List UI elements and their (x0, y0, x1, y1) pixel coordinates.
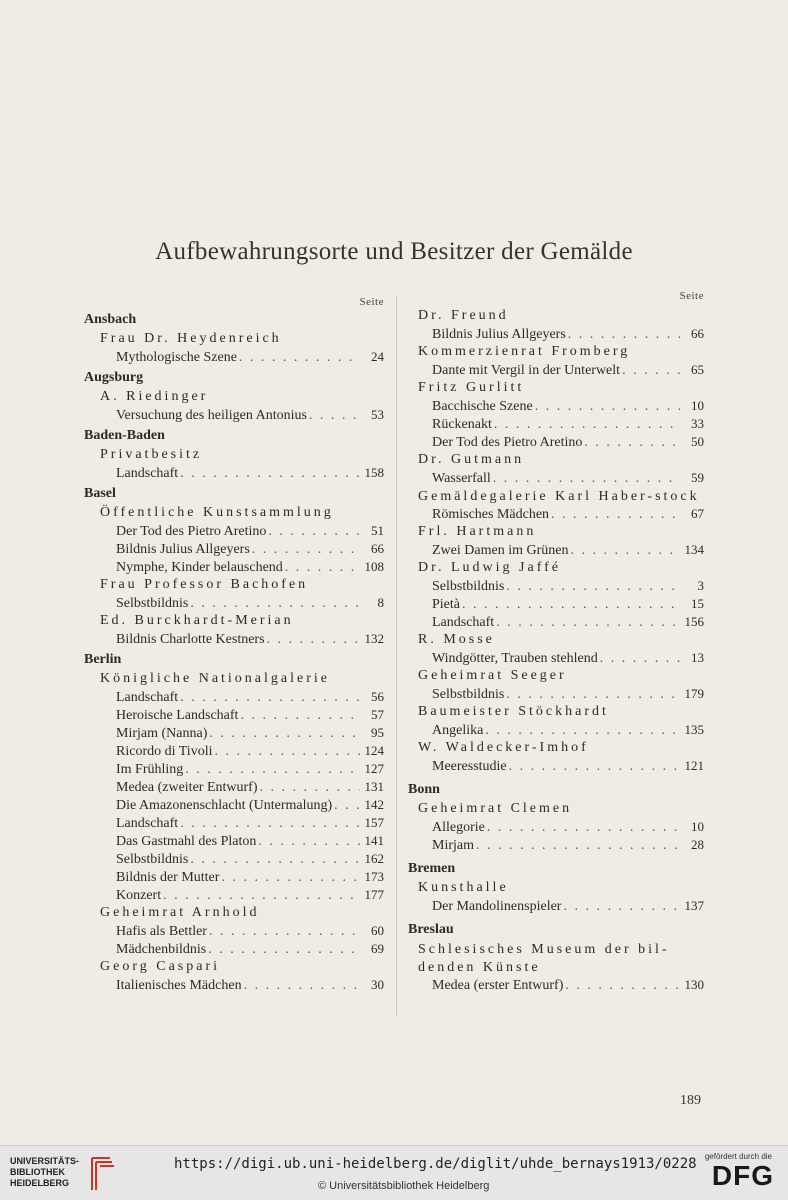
painting-title: Selbstbildnis (432, 579, 505, 594)
owner-name: Geheimrat Clemen (418, 801, 573, 816)
painting-title: Mythologische Szene (116, 350, 237, 365)
painting-entry (84, 923, 384, 941)
page-ref: 8 (377, 595, 384, 610)
painting-title: Mirjam (Nanna) (116, 726, 208, 741)
dot-leader (258, 834, 360, 850)
dot-leader (240, 708, 360, 724)
dot-leader (535, 399, 680, 415)
right-column (408, 290, 704, 995)
library-logo-icon (86, 1154, 116, 1194)
painting-title: Ricordo di Tivoli (116, 744, 213, 759)
page-ref: 10 (691, 398, 704, 413)
owner-name: Ed. Burckhardt-Merian (100, 613, 294, 628)
painting-title: Pietà (432, 597, 460, 612)
column-divider (396, 296, 397, 1016)
dot-leader (252, 542, 360, 558)
painting-entry (84, 595, 384, 613)
page-ref: 30 (371, 977, 384, 992)
page-ref: 141 (364, 833, 384, 848)
painting-title: Selbstbildnis (116, 852, 189, 867)
owner-name: Öffentliche Kunstsammlung (100, 505, 334, 520)
dot-leader (494, 417, 680, 433)
dot-leader (487, 820, 680, 836)
dot-leader (180, 690, 360, 706)
painting-title: Medea (erster Entwurf) (432, 978, 564, 993)
owner-name: Fritz Gurlitt (418, 380, 525, 395)
painting-entry (408, 578, 704, 596)
owner-name: A. Riedinger (100, 389, 209, 404)
funding-note: gefördert durch die (704, 1152, 772, 1161)
page-ref: 66 (371, 541, 384, 556)
dot-leader (190, 852, 360, 868)
page-ref: 108 (364, 559, 384, 574)
owner-name: R. Mosse (418, 632, 495, 647)
dot-leader (185, 762, 360, 778)
painting-title: Bildnis Julius Allgeyers (116, 542, 250, 557)
painting-entry (408, 898, 704, 916)
dot-leader (570, 543, 680, 559)
dot-leader (208, 942, 360, 958)
page-ref: 57 (371, 707, 384, 722)
owner-name: Frau Dr. Heydenreich (100, 331, 282, 346)
dot-leader (209, 924, 360, 940)
owner-name: Georg Caspari (100, 959, 220, 974)
painting-entry (408, 542, 704, 560)
dot-leader (462, 597, 680, 613)
painting-title: Römisches Mädchen (432, 507, 550, 522)
dot-leader (584, 435, 680, 451)
page-ref: 157 (364, 815, 384, 830)
painting-title: Mirjam (432, 838, 474, 853)
page-ref: 53 (371, 407, 384, 422)
page-ref: 135 (684, 722, 704, 737)
painting-entry (408, 686, 704, 704)
owner-name: Schlesisches Museum der bil-denden Künste (418, 942, 670, 975)
painting-title: Landschaft (116, 466, 179, 481)
dot-leader (496, 615, 680, 631)
painting-title: Nymphe, Kinder belauschend (116, 560, 283, 575)
city-heading: Basel (84, 486, 116, 501)
city-heading: Augsburg (84, 370, 144, 385)
painting-entry (84, 349, 384, 367)
page-ref: 156 (684, 614, 704, 629)
dot-leader (285, 560, 360, 576)
page-ref: 59 (691, 470, 704, 485)
painting-entry (408, 470, 704, 488)
city-heading: Breslau (408, 922, 454, 937)
painting-entry (408, 398, 704, 416)
painting-title: Bildnis Charlotte Kestners (116, 632, 265, 647)
page-ref: 24 (371, 349, 384, 364)
painting-entry (84, 407, 384, 425)
page-ref: 179 (684, 686, 704, 701)
source-url[interactable]: https://digi.ub.uni-heidelberg.de/diglit/uhde_bernays1913/0228 (174, 1156, 697, 1172)
painting-title: Der Tod des Pietro Aretino (116, 524, 267, 539)
page-ref: 50 (691, 434, 704, 449)
painting-entry (408, 819, 704, 837)
painting-entry (84, 725, 384, 743)
painting-entry (84, 465, 384, 483)
painting-entry (408, 362, 704, 380)
page-ref: 10 (691, 819, 704, 834)
page-ref: 69 (371, 941, 384, 956)
dot-leader (565, 978, 680, 994)
page-ref: 13 (691, 650, 704, 665)
seite-label-right: Seite (679, 290, 704, 302)
left-column (84, 296, 384, 995)
page-ref: 33 (691, 416, 704, 431)
painting-title: Hafis als Bettler (116, 924, 207, 939)
library-name: UNIVERSITÄTS- BIBLIOTHEK HEIDELBERG (10, 1156, 80, 1188)
dot-leader (509, 759, 680, 775)
painting-title: Im Frühling (116, 762, 184, 777)
painting-entry (408, 326, 704, 344)
dot-leader (214, 744, 360, 760)
page-ref: 162 (364, 851, 384, 866)
painting-entry (84, 707, 384, 725)
dfg-logo[interactable]: DFG (711, 1160, 774, 1191)
dot-leader (163, 888, 360, 904)
dot-leader (259, 780, 360, 796)
dot-leader (267, 632, 360, 648)
page-ref: 67 (691, 506, 704, 521)
dot-leader (334, 798, 360, 814)
painting-entry (84, 541, 384, 559)
page-ref: 130 (684, 977, 704, 992)
owner-name: Dr. Gutmann (418, 452, 525, 467)
city-heading: Bonn (408, 782, 440, 797)
painting-title: Italienisches Mädchen (116, 978, 242, 993)
owner-name: W. Waldecker-Imhof (418, 740, 589, 755)
painting-title: Bacchische Szene (432, 399, 533, 414)
page-ref: 95 (371, 725, 384, 740)
dot-leader (563, 899, 680, 915)
page-ref: 137 (684, 898, 704, 913)
page-ref: 60 (371, 923, 384, 938)
painting-title: Rückenakt (432, 417, 492, 432)
painting-entry (408, 977, 704, 995)
owner-name: Kommerzienrat Fromberg (418, 344, 631, 359)
page-ref: 124 (364, 743, 384, 758)
dot-leader (622, 363, 680, 379)
dot-leader (309, 408, 360, 424)
painting-entry (408, 650, 704, 668)
dot-leader (180, 816, 360, 832)
painting-entry (84, 941, 384, 959)
dot-leader (506, 687, 680, 703)
dot-leader (268, 524, 360, 540)
page-ref: 66 (691, 326, 704, 341)
painting-entry (84, 743, 384, 761)
owner-name: Dr. Ludwig Jaffé (418, 560, 561, 575)
owner-name: Königliche Nationalgalerie (100, 671, 330, 686)
page-ref: 56 (371, 689, 384, 704)
painting-entry (408, 837, 704, 855)
painting-entry (84, 559, 384, 577)
painting-title: Medea (zweiter Entwurf) (116, 780, 258, 795)
painting-title: Die Amazonenschlacht (Untermalung) (116, 798, 333, 813)
painting-title: Selbstbildnis (116, 596, 189, 611)
city-heading: Bremen (408, 861, 456, 876)
library-logo[interactable] (10, 1152, 120, 1196)
painting-title: Dante mit Vergil in der Unterwelt (432, 363, 621, 378)
dot-leader (600, 651, 680, 667)
dot-leader (476, 838, 680, 854)
page-title: Aufbewahrungsorte und Besitzer der Gemälde (155, 238, 633, 265)
owner-name: Geheimrat Arnhold (100, 905, 260, 920)
dot-leader (493, 471, 680, 487)
footer-bar (0, 1145, 788, 1200)
painting-title: Landschaft (432, 615, 495, 630)
owner-name: Frl. Hartmann (418, 524, 537, 539)
painting-title: Landschaft (116, 690, 179, 705)
painting-title: Bildnis der Mutter (116, 870, 220, 885)
dot-leader (190, 596, 360, 612)
page-ref: 127 (364, 761, 384, 776)
painting-entry (84, 797, 384, 815)
dot-leader (568, 327, 680, 343)
dot-leader (209, 726, 360, 742)
page-ref: 51 (371, 523, 384, 538)
page-number: 189 (680, 1093, 701, 1108)
city-heading: Berlin (84, 652, 122, 667)
page-ref: 28 (691, 837, 704, 852)
painting-title: Der Mandolinenspieler (432, 899, 562, 914)
painting-title: Heroische Landschaft (116, 708, 239, 723)
painting-entry (84, 631, 384, 649)
city-heading: Baden-Baden (84, 428, 165, 443)
painting-title: Bildnis Julius Allgeyers (432, 327, 566, 342)
painting-title: Meeresstudie (432, 759, 507, 774)
dot-leader (180, 466, 360, 482)
painting-title: Windgötter, Trauben stehlend (432, 651, 598, 666)
painting-entry (408, 722, 704, 740)
painting-title: Allegorie (432, 820, 485, 835)
painting-entry (84, 779, 384, 797)
painting-entry (408, 614, 704, 632)
page-ref: 142 (364, 797, 384, 812)
painting-title: Zwei Damen im Grünen (432, 543, 569, 558)
owner-name: Frau Professor Bachofen (100, 577, 309, 592)
painting-entry (408, 596, 704, 614)
painting-title: Angelika (432, 723, 484, 738)
painting-entry (84, 689, 384, 707)
painting-title: Wasserfall (432, 471, 491, 486)
painting-title: Mädchenbildnis (116, 942, 207, 957)
owner-name: Privatbesitz (100, 447, 203, 462)
owner-name: Baumeister Stöckhardt (418, 704, 609, 719)
page-ref: 132 (364, 631, 384, 646)
city-heading: Ansbach (84, 312, 137, 327)
painting-entry (84, 815, 384, 833)
painting-entry (84, 851, 384, 869)
owner-name: Dr. Freund (418, 308, 509, 323)
page-ref: 173 (364, 869, 384, 884)
dot-leader (244, 978, 360, 994)
painting-entry (84, 869, 384, 887)
owner-name: Geheimrat Seeger (418, 668, 567, 683)
painting-entry (408, 758, 704, 776)
page-ref: 121 (684, 758, 704, 773)
dot-leader (221, 870, 360, 886)
painting-entry (84, 523, 384, 541)
page-ref: 3 (697, 578, 704, 593)
seite-label: Seite (359, 296, 384, 308)
painting-entry (408, 434, 704, 452)
painting-entry (84, 761, 384, 779)
painting-title: Der Tod des Pietro Aretino (432, 435, 583, 450)
owner-name: Gemäldegalerie Karl Haber-stock (418, 489, 700, 504)
painting-title: Das Gastmahl des Platon (116, 834, 257, 849)
painting-title: Landschaft (116, 816, 179, 831)
painting-entry (84, 977, 384, 995)
page-ref: 15 (691, 596, 704, 611)
painting-title: Versuchung des heiligen Antonius (116, 408, 307, 423)
page-ref: 134 (684, 542, 704, 557)
painting-title: Selbstbildnis (432, 687, 505, 702)
dot-leader (551, 507, 680, 523)
page-ref: 158 (364, 465, 384, 480)
painting-entry (84, 833, 384, 851)
page-ref: 65 (691, 362, 704, 377)
owner-name: Kunsthalle (418, 880, 509, 895)
page-ref: 131 (364, 779, 384, 794)
dot-leader (239, 350, 360, 366)
painting-entry (84, 887, 384, 905)
painting-entry (408, 416, 704, 434)
copyright-text: © Universitätsbibliothek Heidelberg (318, 1180, 490, 1192)
page-ref: 177 (364, 887, 384, 902)
dot-leader (506, 579, 680, 595)
painting-entry (408, 506, 704, 524)
dot-leader (485, 723, 680, 739)
painting-title: Konzert (116, 888, 162, 903)
